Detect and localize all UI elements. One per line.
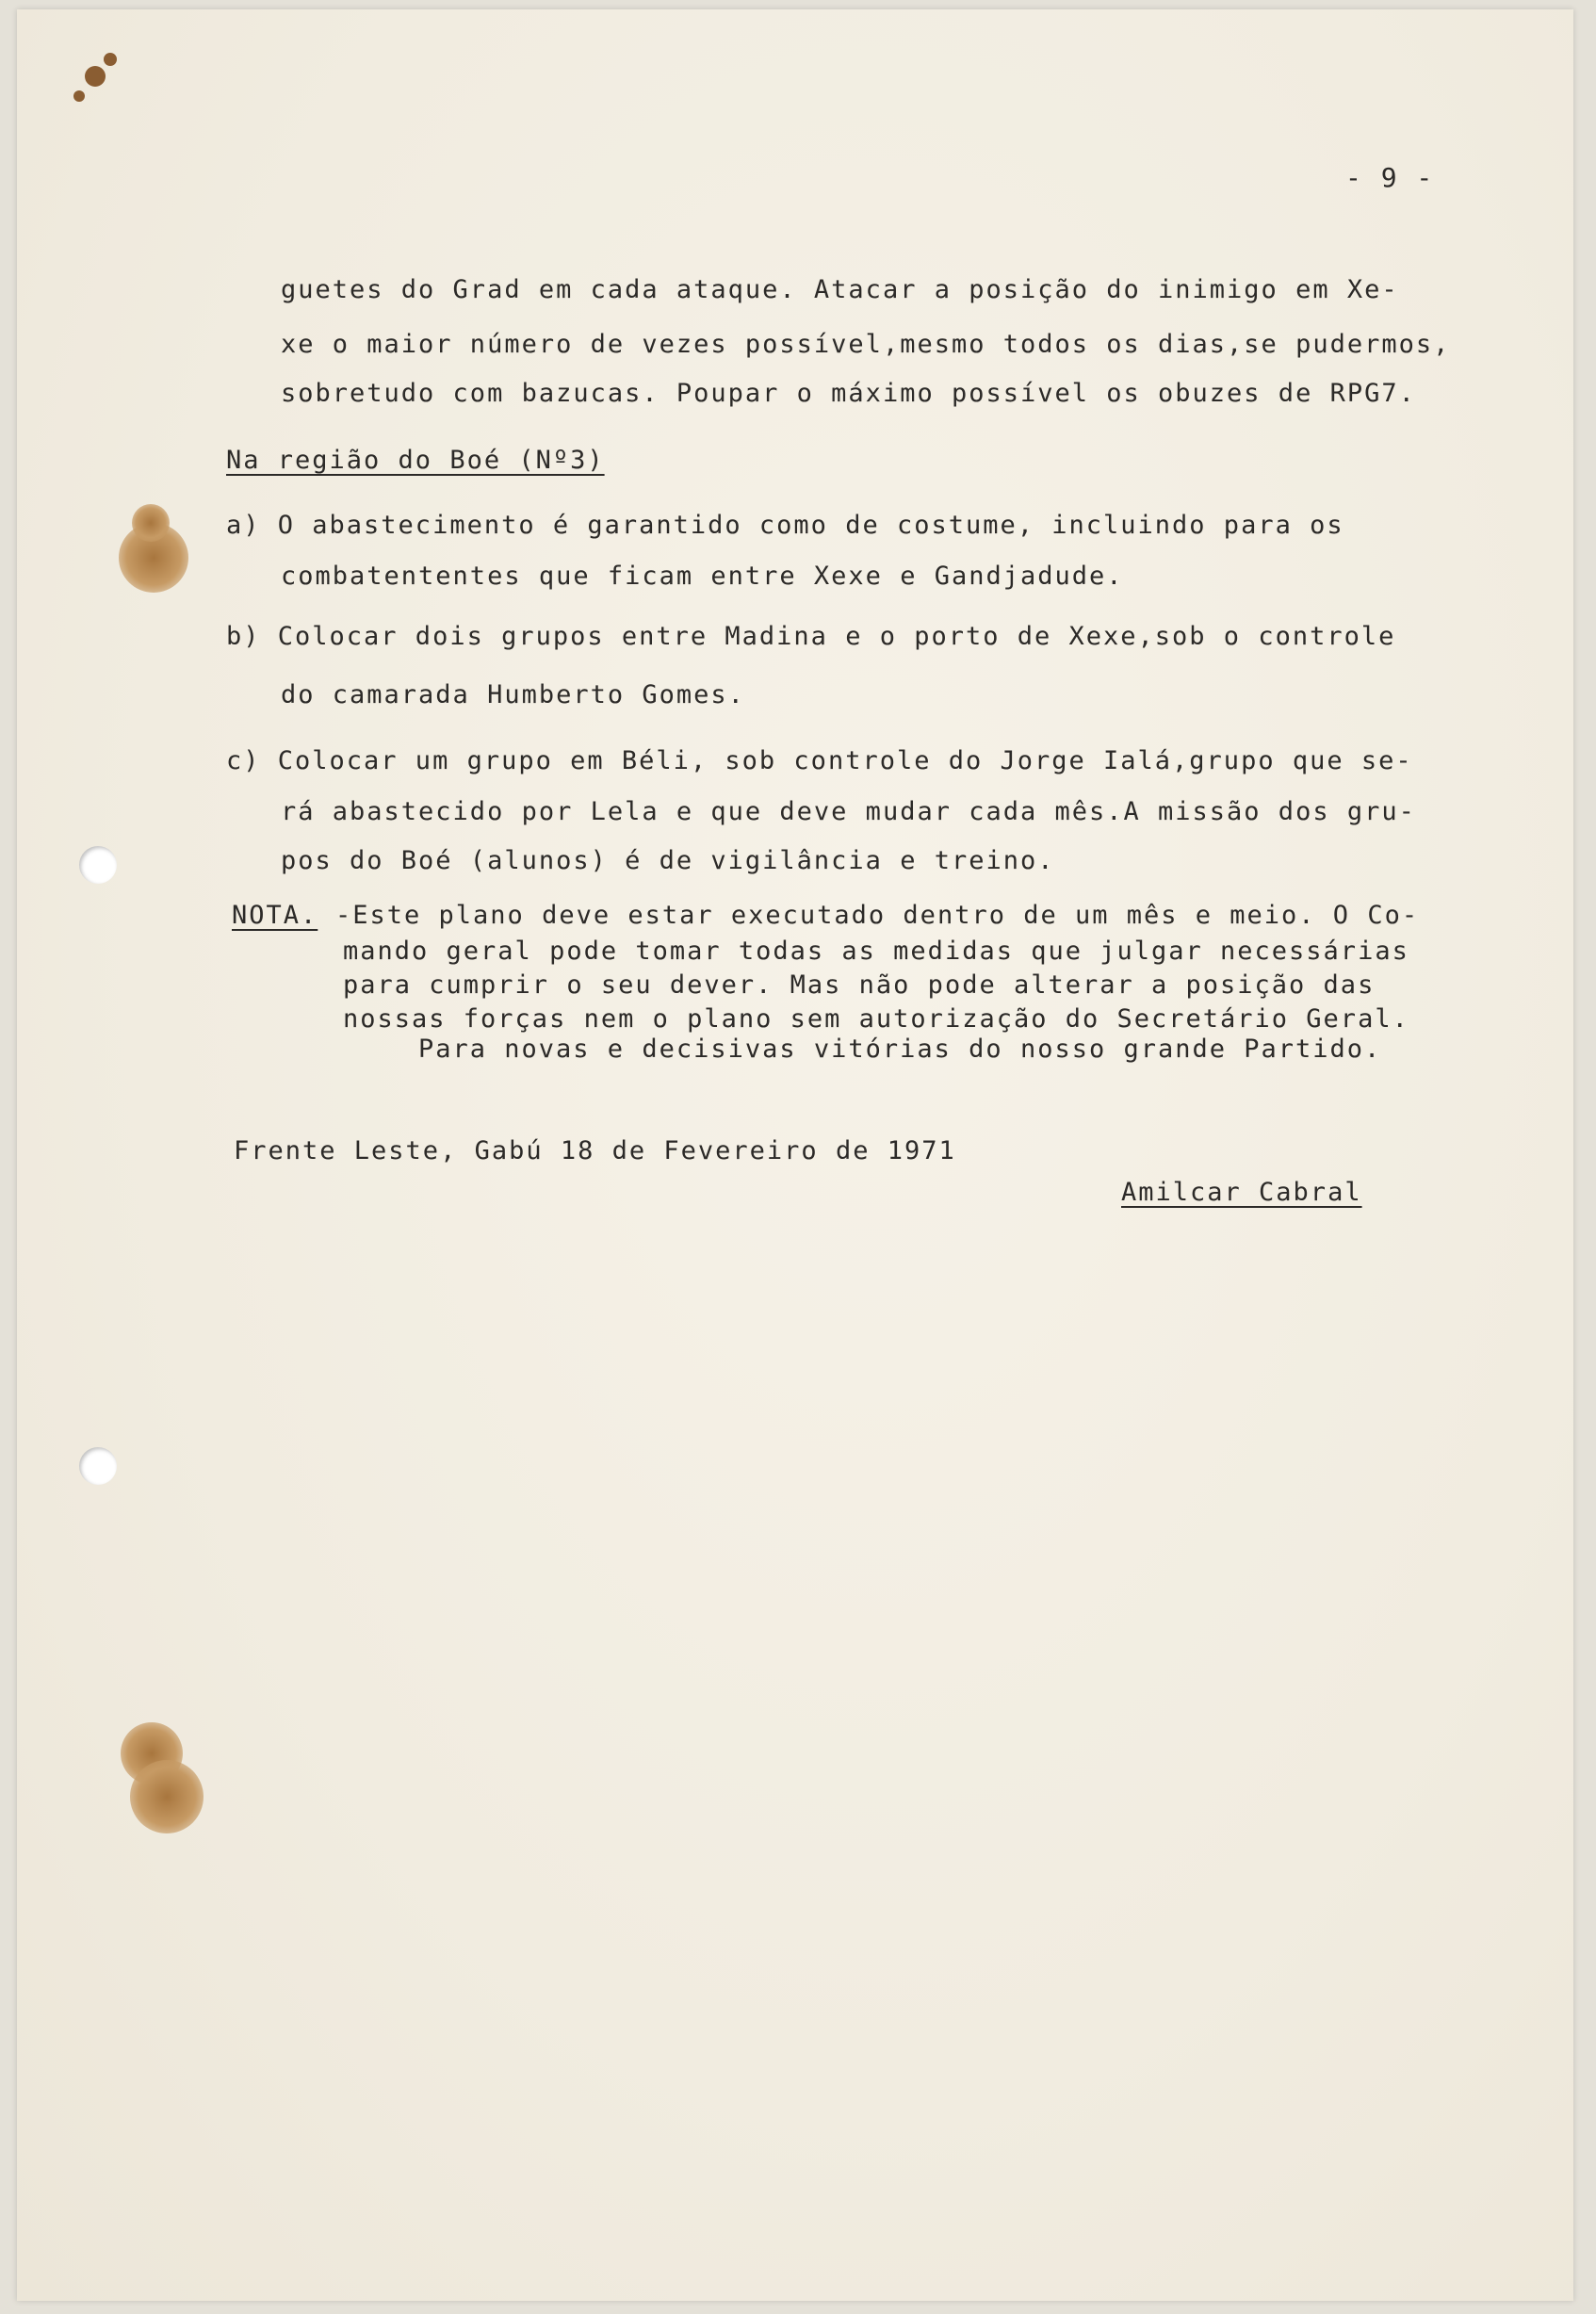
punch-hole (79, 1447, 117, 1485)
note-line: para cumprir o seu dever. Mas não pode alterar a posição das (343, 970, 1376, 1000)
page-number: - 9 - (1345, 162, 1435, 193)
note-line: mando geral pode tomar todas as medidas que julgar necessárias (343, 937, 1409, 966)
rust-stain (130, 1760, 204, 1833)
list-item-line: combatententes que ficam entre Xexe e Gandjadude. (281, 562, 1124, 591)
list-item-line: rá abastecido por Lela e que deve mudar cada mês.A missão dos gru- (281, 797, 1416, 826)
section-heading: Na região do Boé (Nº3) (226, 446, 605, 475)
list-item-line: a) O abastecimento é garantido como de costume, incluindo para os (226, 511, 1344, 540)
paragraph-line: guetes do Grad em cada ataque. Atacar a posição do inimigo em Xe- (281, 275, 1399, 304)
signature: Amilcar Cabral (1121, 1178, 1362, 1207)
ink-stain (85, 66, 106, 87)
paragraph-line: sobretudo com bazucas. Poupar o máximo possível os obuzes de RPG7. (281, 379, 1416, 408)
ink-stain (73, 90, 85, 102)
list-item-line: b) Colocar dois grupos entre Madina e o porto de Xexe,sob o controle (226, 622, 1396, 651)
place-date: Frente Leste, Gabú 18 de Fevereiro de 1971 (234, 1136, 956, 1165)
rust-stain (132, 504, 170, 542)
list-item-line: pos do Boé (alunos) é de vigilância e treino. (281, 846, 1055, 875)
list-item-line: c) Colocar um grupo em Béli, sob controle do Jorge Ialá,grupo que se- (226, 746, 1413, 775)
list-item-line: do camarada Humberto Gomes. (281, 680, 745, 709)
note-label: NOTA. (232, 901, 318, 930)
document-page (17, 9, 1573, 2301)
note-line: nossas forças nem o plano sem autorização do Secretário Geral. (343, 1004, 1409, 1034)
ink-stain (104, 53, 117, 66)
note-line: Para novas e decisivas vitórias do nosso grande Partido. (418, 1035, 1382, 1064)
note-line: -Este plano deve estar executado dentro de um mês e meio. O Co- (335, 901, 1420, 930)
punch-hole (79, 846, 117, 884)
paragraph-line: xe o maior número de vezes possível,mesmo todos os dias,se pudermos, (281, 330, 1451, 359)
